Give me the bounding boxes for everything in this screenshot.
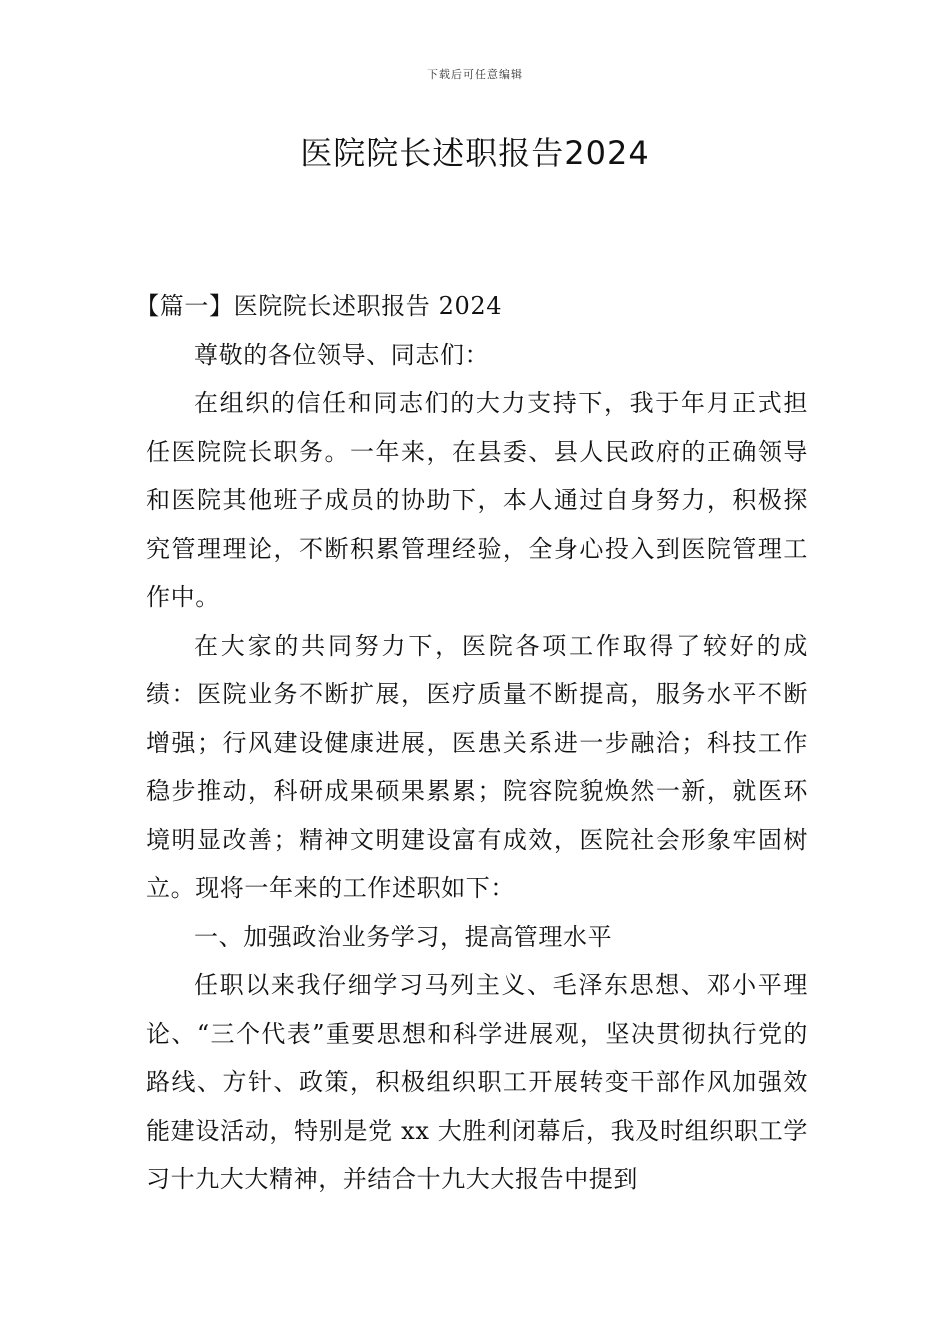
section-label: 【篇一】医院院长述职报告 2024 <box>135 292 503 320</box>
header-note: 下载后可任意编辑 <box>427 68 523 81</box>
document-body <box>135 282 808 1204</box>
paragraph: 任职以来我仔细学习马列主义、毛泽东思想、邓小平理论、“三个代表”重要思想和科学进展观，坚决贯彻执行党的路线、方针、政策，积极组织职工开展转变干部作风加强效能建设活动，特别是党 xx 大胜利闭幕后，我及时组织职工学习十九大大精神，并结合十九大大报告中提到 <box>146 971 808 1193</box>
paragraph: 在组织的信任和同志们的大力支持下，我于年月正式担任医院院长职务。一年来，在县委、县人民政府的正确领导和医院其他班子成员的协助下，本人通过自身努力，积极探究管理理论，不断积累管理经验，全身心投入到医院管理工作中。 <box>146 389 808 611</box>
paragraph: 在大家的共同努力下，医院各项工作取得了较好的成绩：医院业务不断扩展，医疗质量不断提高，服务水平不断增强；行风建设健康进展，医患关系进一步融洽；科技工作稳步推动，科研成果硕果累累；院容院貌焕然一新，就医环境明显改善；精神文明建设富有成效，医院社会形象牢固树立。现将一年来的工作述职如下： <box>146 631 808 902</box>
section-heading: 一、加强政治业务学习，提高管理水平 <box>194 922 613 951</box>
salutation: 尊敬的各位领导、同志们： <box>194 340 490 369</box>
document-title: 医院院长述职报告2024 <box>300 134 650 172</box>
